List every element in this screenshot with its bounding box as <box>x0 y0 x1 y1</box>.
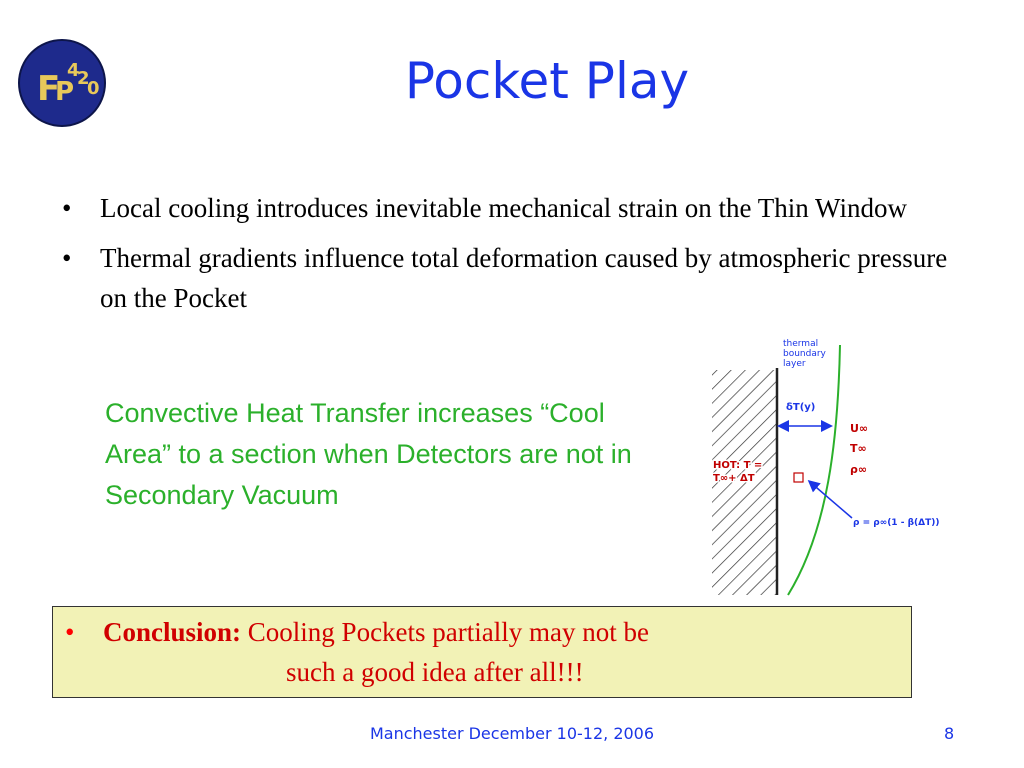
layer-label-3: layer <box>783 359 806 369</box>
conclusion-text-1: Cooling Pockets partially may not be <box>247 617 649 647</box>
bullet-text: Local cooling introduces inevitable mechanical strain on the Thin Window <box>100 193 907 223</box>
conclusion-box <box>52 606 912 698</box>
t-inf-label: T∞ <box>850 442 867 455</box>
svg-text:P: P <box>55 77 75 107</box>
svg-text:0: 0 <box>87 78 100 99</box>
svg-text:F: F <box>37 69 61 109</box>
slide-title: Pocket Play <box>404 52 690 110</box>
bullet-dot: • <box>65 617 75 647</box>
svg-text:2: 2 <box>77 68 90 89</box>
layer-label-1: thermal <box>783 339 819 349</box>
conclusion-line-1 <box>103 617 649 648</box>
rho-equation: ρ = ρ∞(1 - β(ΔT)) <box>853 518 940 528</box>
page-number: 8 <box>944 724 955 743</box>
rho-inf-label: ρ∞ <box>850 463 868 476</box>
boundary-layer-diagram <box>700 330 960 600</box>
convective-note: Convective Heat Transfer increases “Cool Area” to a section when Detectors are not in Secondary Vacuum <box>105 398 632 510</box>
pointer-arrow <box>810 482 852 518</box>
bullet-dot: • <box>62 193 72 223</box>
bullet-list <box>62 188 962 328</box>
conclusion-label: Conclusion: <box>103 617 242 647</box>
hot-label-2: T∞+ ΔT <box>713 473 755 484</box>
delta-label: δT(y) <box>786 402 816 413</box>
conclusion-text-2: such a good idea after all!!! <box>286 657 584 687</box>
bullet-item <box>62 188 962 228</box>
layer-label-2: boundary <box>783 349 826 359</box>
svg-text:4: 4 <box>67 60 80 81</box>
u-inf-label: U∞ <box>850 422 869 435</box>
boundary-curve <box>788 345 840 595</box>
hot-label-1: HOT: T = <box>713 460 763 471</box>
fluid-element <box>794 473 803 482</box>
footer-text: Manchester December 10-12, 2006 <box>369 724 655 743</box>
bullet-text: Thermal gradients influence total deformation caused by atmospheric pressure on the Pocket <box>100 243 948 313</box>
bullet-item <box>62 238 962 318</box>
bullet-dot: • <box>62 243 72 273</box>
